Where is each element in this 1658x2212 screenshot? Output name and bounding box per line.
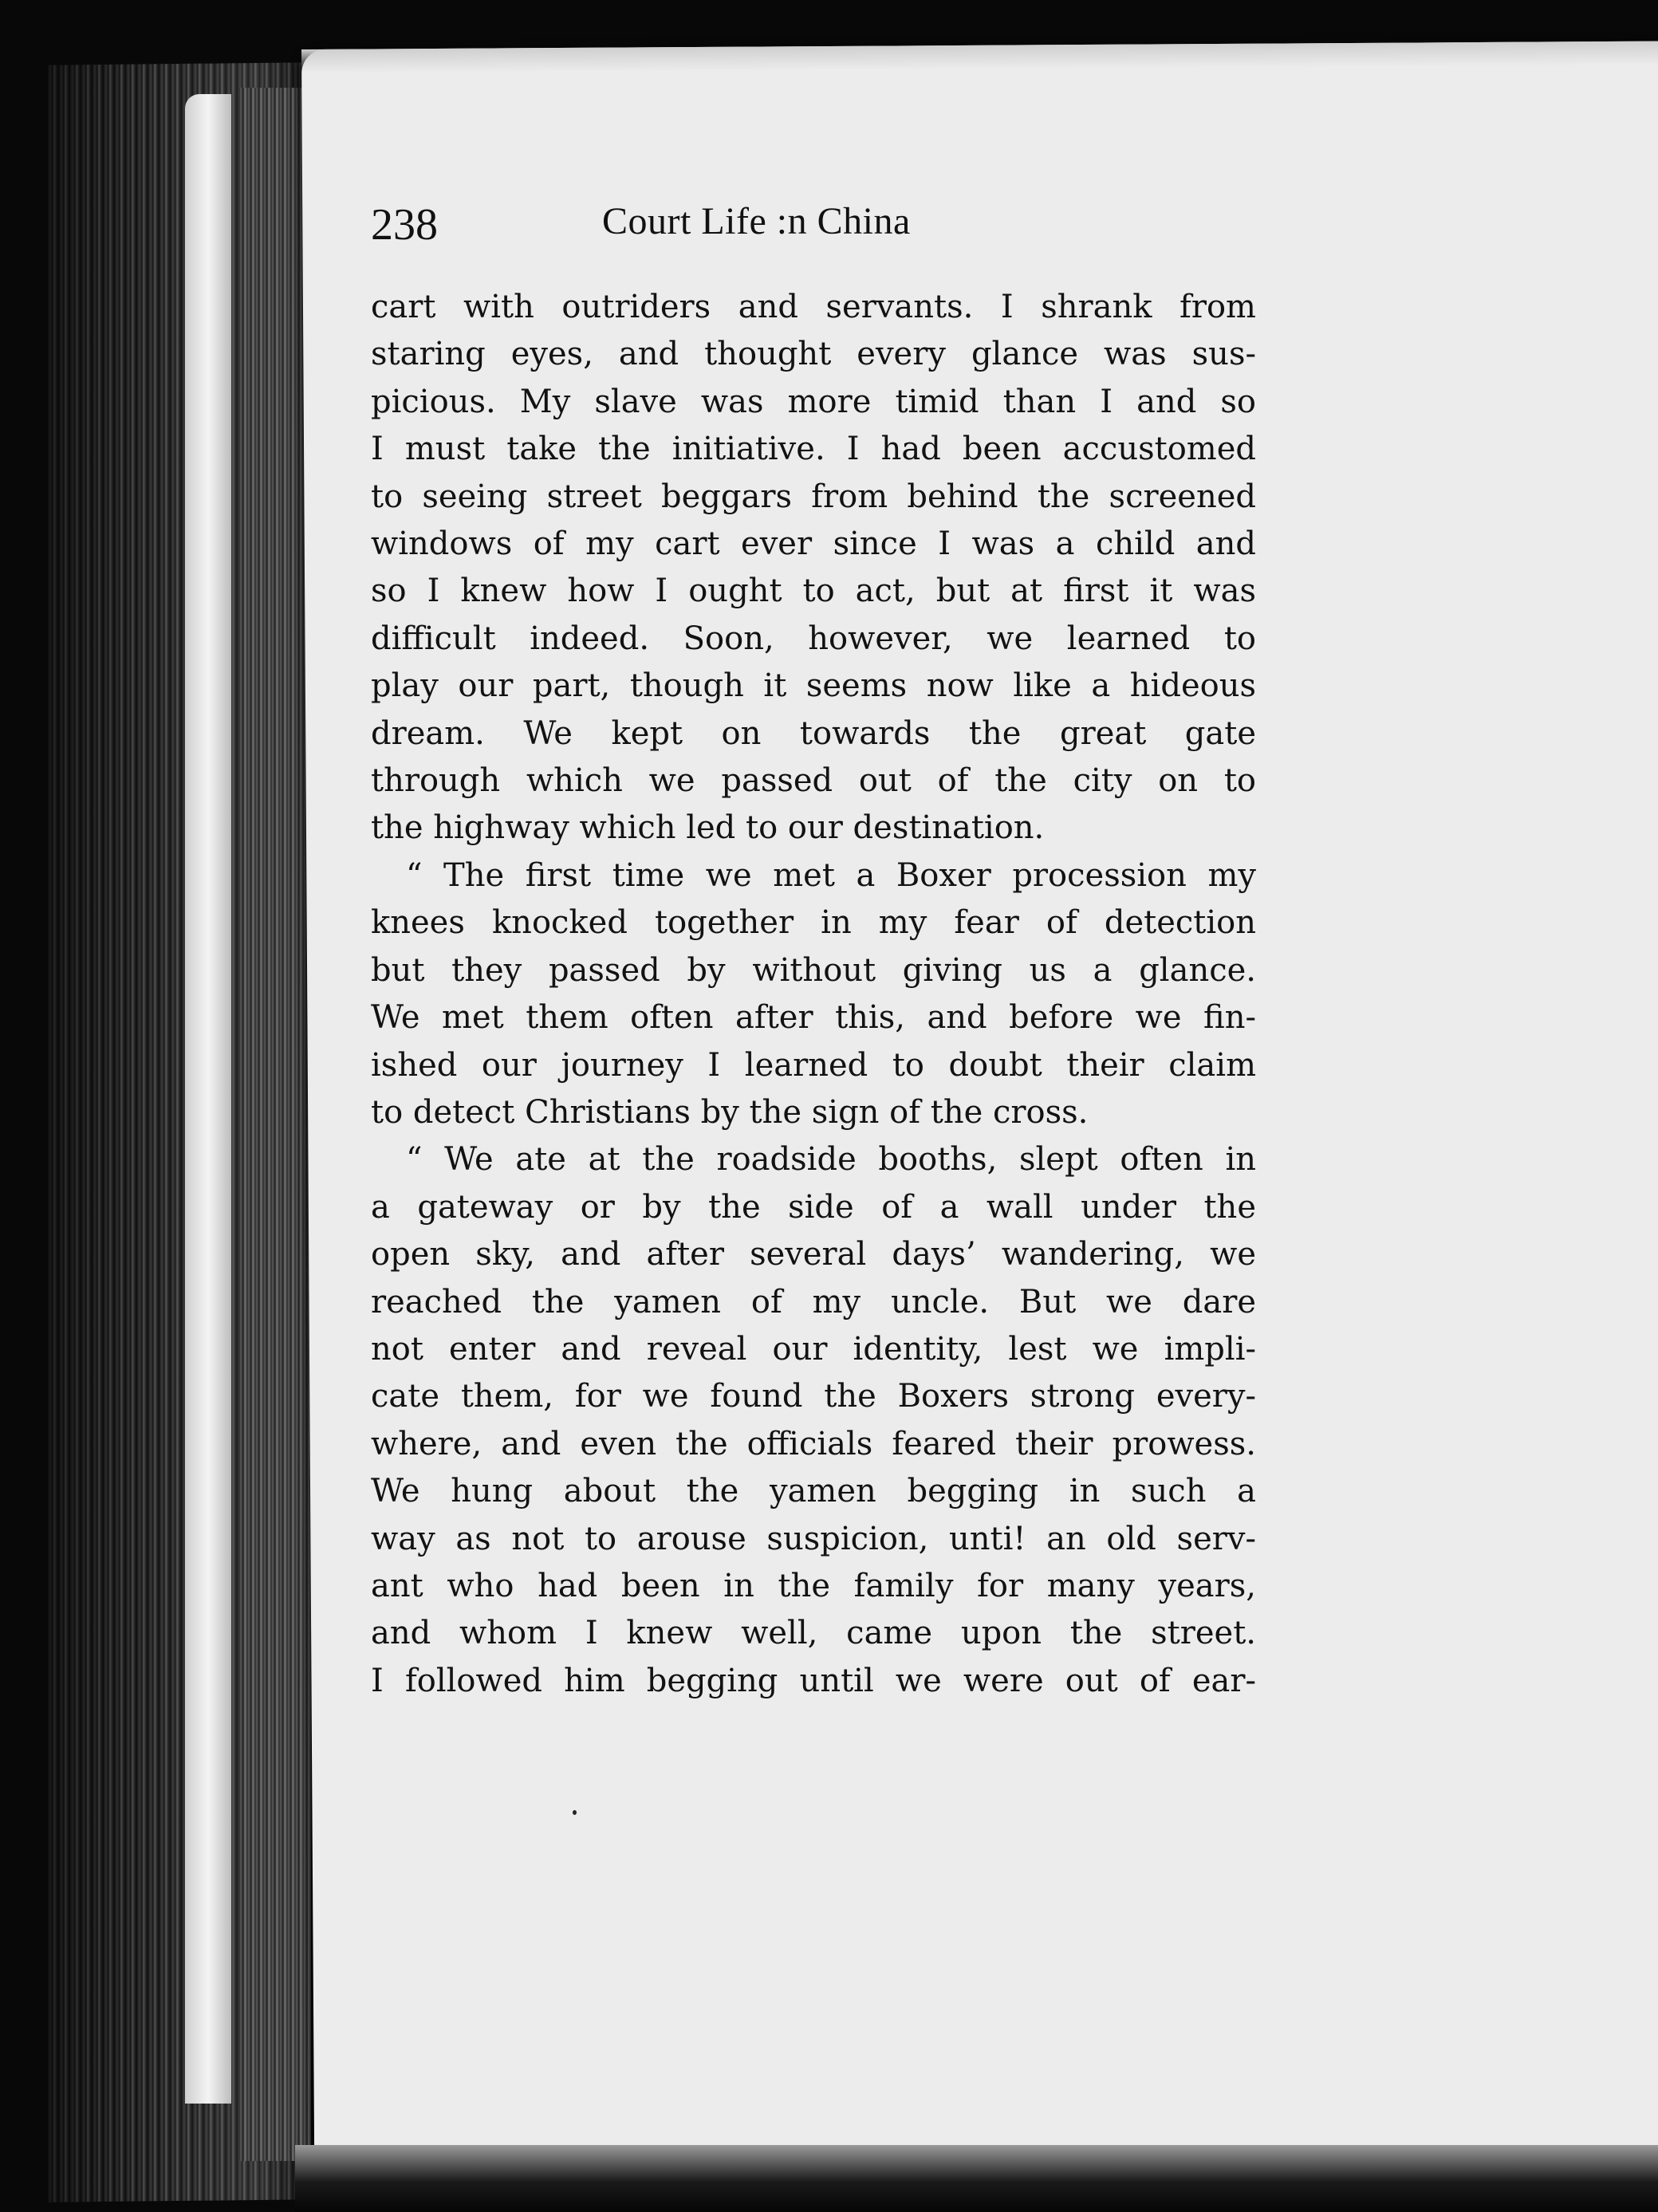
page-edge-highlight [185,94,231,2104]
text-line: play our part, though it seems now like a hideous [371,667,1256,705]
text-line: through which we passed out of the city on to [371,762,1256,800]
paragraph-2 [371,852,1256,1136]
text-line: to seeing street beggars from behind the screened [371,478,1256,515]
text-line: “ We ate at the roadside booths, slept often in [406,1141,1256,1179]
text-line: a gateway or by the side of a wall under the [371,1188,1256,1226]
text-line: not enter and reveal our identity, lest we impli- [371,1330,1256,1368]
text-line: windows of my cart ever since I was a child and [371,525,1256,563]
page-top-shade [301,41,1658,73]
text-line: but they passed by without giving us a glance. [371,951,1256,989]
text-line: ant who had been in the family for many years, [371,1567,1256,1604]
text-line: ished our journey I learned to doubt their claim [371,1046,1256,1084]
text-line: way as not to arouse suspicion, unti! an old serv- [371,1520,1256,1557]
text-line: We met them often after this, and before we fin- [371,999,1256,1037]
text-line: where, and even the officials feared their prowess. [371,1425,1256,1462]
paper-speck [573,1810,577,1815]
text-line: difficult indeed. Soon, however, we learned to [371,620,1256,657]
text-line: cart with outriders and servants. I shrank from [371,289,1256,325]
text-line: reached the yamen of my uncle. But we dare [371,1283,1256,1321]
text-line: I followed him begging until we were out of ear- [371,1662,1256,1699]
text-line: cate them, for we found the Boxers strong every- [371,1378,1256,1415]
page-number: 238 [371,200,438,250]
binding-shadow [239,88,311,2161]
text-line: knees knocked together in my fear of detection [371,904,1256,942]
text-line: to detect Christians by the sign of the cross. [371,1093,1089,1131]
text-line: picious. My slave was more timid than I and so [371,383,1256,420]
paragraph-1 [371,284,1256,852]
text-line: open sky, and after several days’ wandering, we [371,1236,1256,1273]
page-bottom-shadow [295,2145,1658,2212]
text-line: We hung about the yamen begging in such a [371,1473,1256,1510]
text-line: the highway which led to our destination. [371,809,1045,847]
text-line: dream. We kept on towards the great gate [371,714,1256,752]
paragraph-3 [371,1136,1256,1705]
text-line: so I knew how I ought to act, but at first it was [371,573,1256,610]
text-line: I must take the initiative. I had been accustomed [371,431,1256,468]
text-line: “ The first time we met a Boxer procession my [406,856,1256,894]
body-text [371,284,1256,1705]
text-line: staring eyes, and thought every glance was sus- [371,336,1256,373]
text-line: and whom I knew well, came upon the street. [371,1615,1256,1652]
running-title: Court Life :n China [602,200,911,242]
